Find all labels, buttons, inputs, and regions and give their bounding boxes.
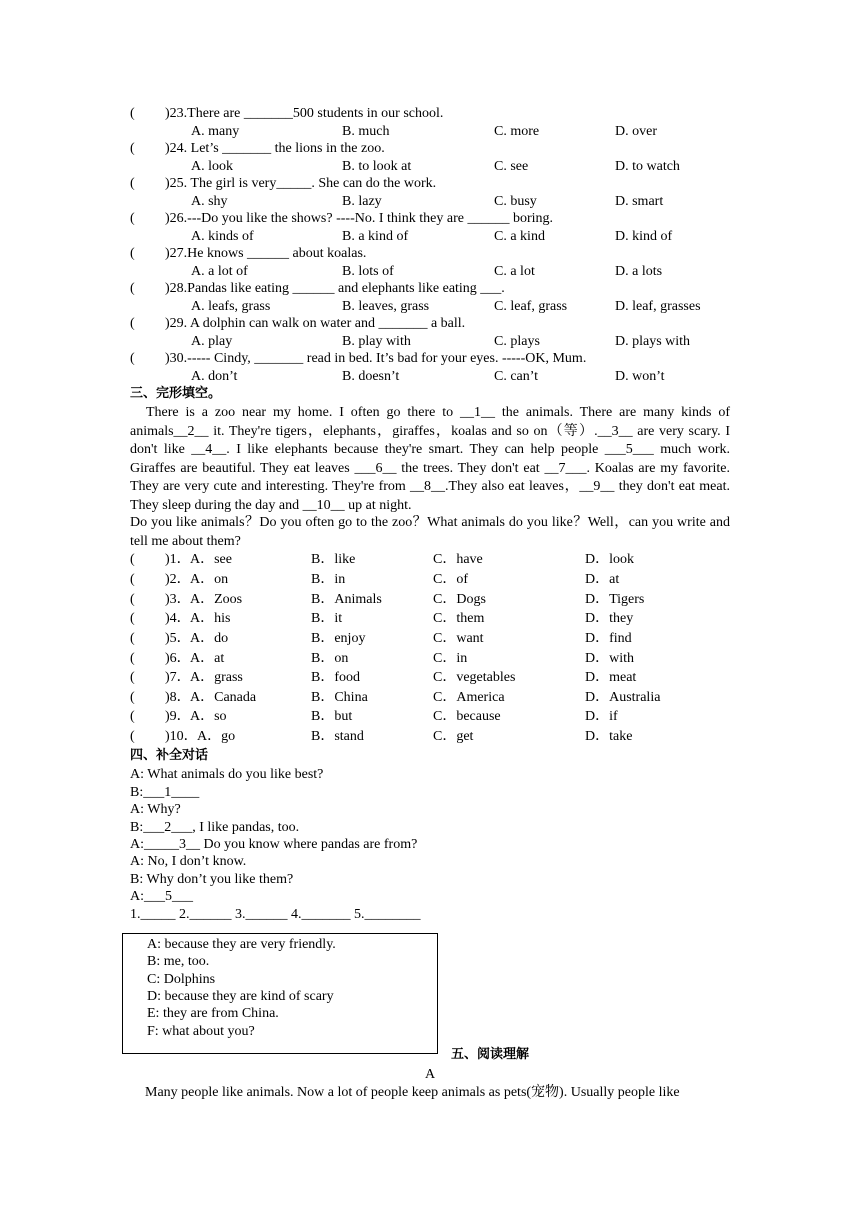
dialogue-line: B:___1____ [130, 785, 200, 800]
option-d: D. a lots [615, 264, 663, 279]
option-c: C．because [433, 709, 501, 724]
cloze-paren[interactable]: ( [130, 729, 135, 744]
choice-item: B: me, too. [147, 954, 210, 969]
choice-item: D: because they are kind of scary [147, 989, 334, 1004]
option-d: D．with [585, 651, 634, 666]
cloze-number: )2． [165, 572, 191, 587]
option-d: D．they [585, 611, 634, 626]
option-b: B. lots of [342, 264, 394, 279]
option-c: C. a lot [494, 264, 535, 279]
cloze-paren[interactable]: ( [130, 592, 135, 607]
option-a: A．grass [190, 670, 243, 685]
dialogue-line: A:_____3__ Do you know where pandas are from? [130, 837, 418, 852]
option-a: A．see [190, 552, 232, 567]
option-d: D. leaf, grasses [615, 299, 701, 314]
option-a: A. look [191, 159, 233, 174]
option-b: B．China [311, 690, 368, 705]
option-b: B. a kind of [342, 229, 409, 244]
cloze-paren[interactable]: ( [130, 709, 135, 724]
reading-passage-start: Many people like animals. Now a lot of people keep animals as pets(宠物). Usually people like [145, 1085, 680, 1100]
question-stem: )27.He knows ______ about koalas. [165, 246, 367, 261]
option-d: D. kind of [615, 229, 673, 244]
option-a: A. don’t [191, 369, 238, 384]
option-d: D．find [585, 631, 632, 646]
option-b: B. play with [342, 334, 411, 349]
cloze-number: )3． [165, 592, 191, 607]
choice-item: A: because they are very friendly. [147, 937, 336, 952]
cloze-passage-ending: Do you like animals？Do you often go to the zoo？What animals do you like？Well，can you write and tell me about them? [130, 515, 730, 549]
question-stem: )23.There are _______500 students in our school. [165, 106, 444, 121]
choices-box [122, 933, 438, 1054]
option-d: D. won’t [615, 369, 665, 384]
option-c: C．want [433, 631, 484, 646]
question-stem: )28.Pandas like eating ______ and elephants like eating ___. [165, 281, 505, 296]
dialogue-line: A: What animals do you like best? [130, 767, 324, 782]
reading-part-label: A [425, 1067, 436, 1082]
cloze-number: )6． [165, 651, 191, 666]
option-b: B．enjoy [311, 631, 366, 646]
section-4-title: 四、补全对话 [130, 748, 209, 763]
option-d: D. over [615, 124, 657, 139]
choice-item: F: what about you? [147, 1024, 255, 1039]
option-b: B．on [311, 651, 349, 666]
option-b: B. doesn’t [342, 369, 400, 384]
cloze-paren[interactable]: ( [130, 552, 135, 567]
option-d: D．Tigers [585, 592, 645, 607]
option-c: C．vegetables [433, 670, 516, 685]
answer-paren[interactable]: ( [130, 281, 135, 296]
cloze-paren[interactable]: ( [130, 572, 135, 587]
option-a: A. play [191, 334, 233, 349]
section-3-title: 三、完形填空。 [130, 386, 222, 401]
option-a: A．at [190, 651, 225, 666]
option-c: C．of [433, 572, 468, 587]
option-a: A．on [190, 572, 229, 587]
option-c: C．them [433, 611, 485, 626]
cloze-paren[interactable]: ( [130, 651, 135, 666]
option-c: C. plays [494, 334, 540, 349]
option-c: C. can’t [494, 369, 539, 384]
dialogue-line: A: No, I don’t know. [130, 854, 247, 869]
option-d: D. smart [615, 194, 664, 209]
option-c: C．get [433, 729, 474, 744]
question-stem: )25. The girl is very_____. She can do the work. [165, 176, 437, 191]
answer-paren[interactable]: ( [130, 141, 135, 156]
cloze-paren[interactable]: ( [130, 611, 135, 626]
answer-blanks[interactable]: 1._____ 2.______ 3.______ 4._______ 5.________ [130, 907, 421, 922]
answer-paren[interactable]: ( [130, 351, 135, 366]
option-b: B．it [311, 611, 343, 626]
option-d: D. to watch [615, 159, 680, 174]
answer-paren[interactable]: ( [130, 246, 135, 261]
option-d: D．meat [585, 670, 637, 685]
dialogue-line: A:___5___ [130, 889, 193, 904]
option-a: A. many [191, 124, 240, 139]
option-b: B．stand [311, 729, 364, 744]
cloze-passage: There is a zoo near my home. I often go there to __1__ the animals. There are many kinds of animals__2__ it. They're tigers，elephants，giraffes，koalas and so on（等）.__3__ are very scary. I don't like __4__. I like elephants because they're smart. They can help people ___5___ much work. Giraffes are beautiful. They eat leaves ___6__ the trees. They don't eat __7___. Koalas are my favorite. They are very cute and interesting. They're from __8__.They also eat leaves，__9__ they don't eat meat. They sleep during the day and __10__ up at night. [130, 405, 730, 513]
option-d: D．look [585, 552, 634, 567]
option-d: D．take [585, 729, 633, 744]
option-a: A．Canada [190, 690, 257, 705]
option-c: C. busy [494, 194, 537, 209]
option-d: D. plays with [615, 334, 691, 349]
option-d: D．if [585, 709, 618, 724]
option-c: C. leaf, grass [494, 299, 568, 314]
option-a: A．do [190, 631, 229, 646]
choice-item: C: Dolphins [147, 972, 216, 987]
option-c: C. see [494, 159, 529, 174]
option-d: D．Australia [585, 690, 661, 705]
option-c: C. more [494, 124, 540, 139]
option-a: A. leafs, grass [191, 299, 271, 314]
option-b: B．like [311, 552, 356, 567]
dialogue-line: B: Why don’t you like them? [130, 872, 294, 887]
option-b: B．Animals [311, 592, 382, 607]
cloze-paren[interactable]: ( [130, 690, 135, 705]
cloze-number: )1． [165, 552, 191, 567]
option-c: C．have [433, 552, 483, 567]
answer-paren[interactable]: ( [130, 211, 135, 226]
answer-paren[interactable]: ( [130, 176, 135, 191]
option-b: B. lazy [342, 194, 382, 209]
option-a: A．so [190, 709, 227, 724]
option-b: B．in [311, 572, 346, 587]
option-c: C．Dogs [433, 592, 486, 607]
cloze-number: )10． [165, 729, 198, 744]
option-b: B．food [311, 670, 360, 685]
cloze-number: )4． [165, 611, 191, 626]
answer-paren[interactable]: ( [130, 106, 135, 121]
dialogue-line: B:___2___, I like pandas, too. [130, 820, 300, 835]
cloze-number: )7． [165, 670, 191, 685]
cloze-number: )8． [165, 690, 191, 705]
cloze-number: )5． [165, 631, 191, 646]
dialogue-line: A: Why? [130, 802, 181, 817]
cloze-paren[interactable]: ( [130, 670, 135, 685]
option-d: D．at [585, 572, 620, 587]
option-b: B. leaves, grass [342, 299, 430, 314]
option-a: A. shy [191, 194, 228, 209]
option-c: C. a kind [494, 229, 545, 244]
option-a: A. kinds of [191, 229, 254, 244]
option-a: A．Zoos [190, 592, 243, 607]
option-c: C．in [433, 651, 468, 666]
option-a: A．his [190, 611, 231, 626]
cloze-paren[interactable]: ( [130, 631, 135, 646]
cloze-number: )9． [165, 709, 191, 724]
section-5-title: 五、阅读理解 [451, 1047, 530, 1062]
option-c: C．America [433, 690, 505, 705]
option-a: A. a lot of [191, 264, 248, 279]
option-b: B. much [342, 124, 390, 139]
choice-item: E: they are from China. [147, 1006, 279, 1021]
question-stem: )24. Let’s _______ the lions in the zoo. [165, 141, 385, 156]
option-a: A．go [197, 729, 236, 744]
option-b: B. to look at [342, 159, 412, 174]
question-stem: )26.---Do you like the shows? ----No. I think they are ______ boring. [165, 211, 554, 226]
question-stem: )29. A dolphin can walk on water and _______ a ball. [165, 316, 466, 331]
answer-paren[interactable]: ( [130, 316, 135, 331]
question-stem: )30.----- Cindy, _______ read in bed. It’s bad for your eyes. -----OK, Mum. [165, 351, 587, 366]
option-b: B．but [311, 709, 353, 724]
